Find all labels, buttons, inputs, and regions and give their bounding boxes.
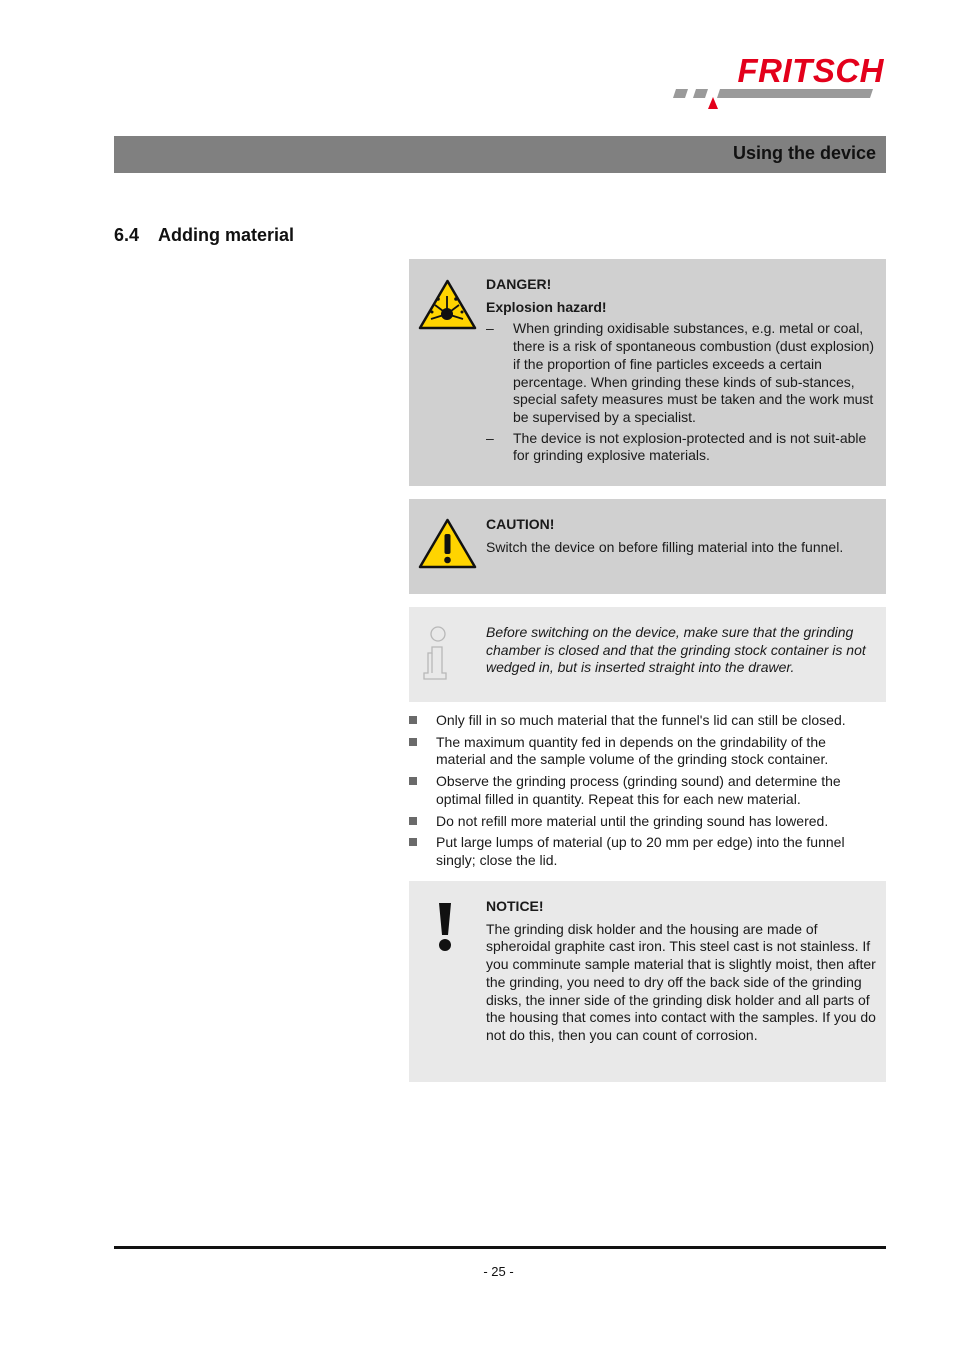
explosion-hazard-icon bbox=[418, 279, 477, 330]
danger-box bbox=[409, 259, 886, 486]
list-item: Observe the grinding process (grinding sound) and determine the optimal filled in quantity. Repeat this for each new material. bbox=[409, 773, 879, 808]
list-item: Do not refill more material until the grinding sound has lowered. bbox=[409, 813, 879, 831]
fritsch-logo bbox=[668, 52, 888, 112]
danger-list bbox=[486, 320, 876, 465]
caution-title: CAUTION! bbox=[486, 516, 555, 532]
section-number: 6.4 bbox=[114, 225, 140, 245]
page-number: - 25 - bbox=[483, 1264, 514, 1279]
logo-wordmark: FRITSCH bbox=[737, 52, 884, 89]
caution-box bbox=[409, 499, 886, 594]
chapter-header-bar bbox=[114, 136, 886, 173]
list-item: Only fill in so much material that the funnel's lid can still be closed. bbox=[409, 712, 879, 730]
bullet-square-icon bbox=[409, 716, 417, 724]
notice-box bbox=[409, 881, 886, 1082]
footer-divider bbox=[114, 1246, 886, 1249]
list-item: Put large lumps of material (up to 20 mm per edge) into the funnel singly; close the lid. bbox=[409, 834, 879, 869]
chapter-title: Using the device bbox=[732, 143, 876, 163]
list-item: The maximum quantity fed in depends on the grindability of the material and the sample volume of the grinding stock container. bbox=[409, 734, 879, 769]
section-heading bbox=[114, 225, 294, 246]
notice-text: The grinding disk holder and the housing are made of spheroidal graphite cast iron. This steel cast is not stainless. If you comminute sample material that is slightly moist, then after the grinding, you need to dry off the back side of the grinding disks, the inner side of the grinding disk holder and all parts of the housing that comes into contact with the samples. If you do not do this, then you can count of corrosion. bbox=[486, 920, 876, 1043]
info-box bbox=[409, 607, 886, 702]
warning-triangle-icon bbox=[418, 518, 477, 569]
info-icon bbox=[418, 625, 448, 681]
notice-title: NOTICE! bbox=[486, 898, 544, 914]
danger-title: DANGER! bbox=[486, 276, 552, 292]
bullet-square-icon bbox=[409, 817, 417, 825]
list-item: – When grinding oxidisable substances, e.g. metal or coal, there is a risk of spontaneous combustion (dust explosion) if the proportion of fine particles exceeds a certain percentage. When grinding these kinds of sub-stances, special safety measures must be taken and the work must be supervised by a specialist. bbox=[486, 320, 875, 425]
bullet-square-icon bbox=[409, 777, 417, 785]
bullet-square-icon bbox=[409, 838, 417, 846]
section-title: Adding material bbox=[158, 225, 295, 245]
danger-subtitle: Explosion hazard! bbox=[486, 298, 607, 315]
caution-text: Switch the device on before filling material into the funnel. bbox=[486, 538, 844, 555]
list-item: – The device is not explosion-protected and is not suit-able for grinding explosive materials. bbox=[486, 429, 867, 464]
bullet-square-icon bbox=[409, 738, 417, 746]
instruction-list bbox=[409, 712, 879, 874]
info-text: Before switching on the device, make sure that the grinding chamber is closed and that the grinding stock container is not wedged in, but is inserted straight into the drawer. bbox=[486, 624, 866, 676]
exclamation-icon bbox=[436, 901, 454, 953]
